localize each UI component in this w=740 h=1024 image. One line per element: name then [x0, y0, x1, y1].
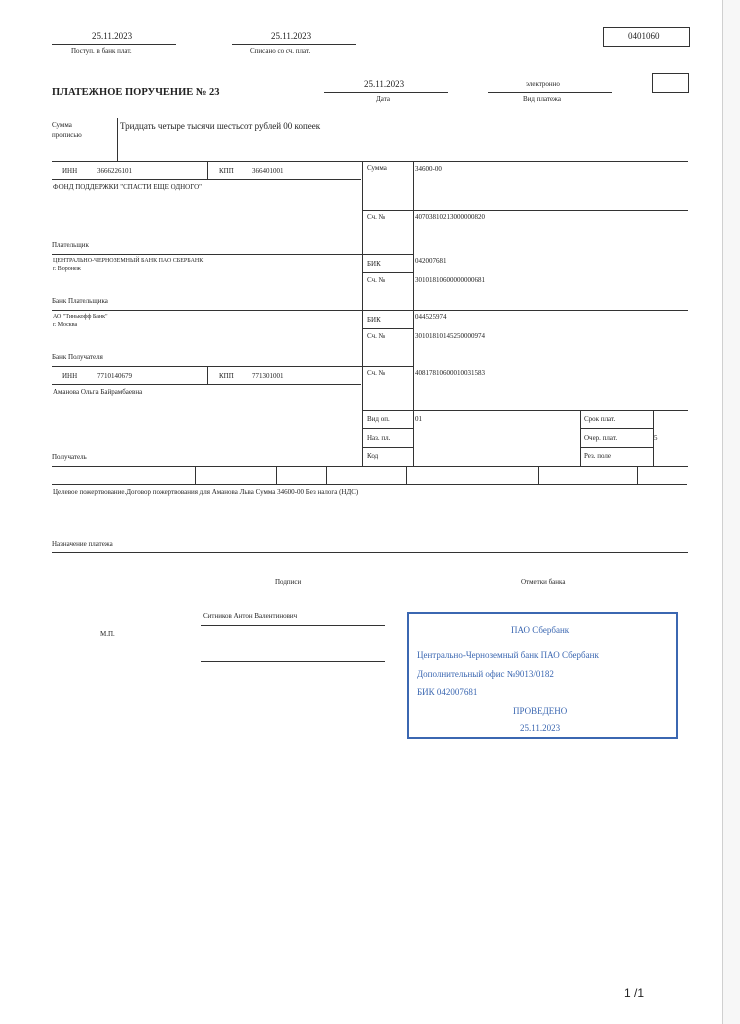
- signature-line-2: [201, 661, 385, 662]
- payer-account-label: Сч. №: [367, 213, 386, 221]
- codes-line-1: [362, 428, 413, 429]
- op-type: 01: [415, 415, 422, 423]
- signer-name: Ситников Антон Валентинович: [203, 612, 298, 620]
- received-date: 25.11.2023: [92, 31, 133, 41]
- recipient-bank-account-label: Сч. №: [367, 332, 386, 340]
- recipient-bank-city: г. Москва: [53, 322, 78, 328]
- recipient-inn-kpp-divider: [207, 366, 208, 384]
- debited-date-line: [232, 44, 356, 45]
- recipient-bik-bottom-line: [362, 328, 413, 329]
- stamp-office: Дополнительный офис №9013/0182: [417, 669, 554, 679]
- payer-kpp: 366401001: [252, 167, 284, 175]
- op-type-label: Вид оп.: [367, 415, 390, 423]
- recipient-kpp-label: КПП: [219, 372, 234, 380]
- purpose-bottom-line: [52, 552, 688, 553]
- payment-type: электронно: [526, 80, 560, 88]
- recipient-bank-label: Банк Получателя: [52, 353, 103, 361]
- page-indicator: 1 /1: [624, 986, 645, 1000]
- payer-inn-row-line: [52, 179, 361, 180]
- payer-bank-bik-label: БИК: [367, 260, 381, 268]
- received-date-line: [52, 44, 176, 45]
- stamp-bik: БИК 042007681: [417, 687, 478, 697]
- purpose-code-label: Наз. пл.: [367, 434, 391, 442]
- recipient-bank-account: 30101810145250000974: [415, 332, 485, 340]
- tax-field-div-5: [538, 466, 539, 484]
- reserve-label: Рез. поле: [584, 452, 612, 460]
- tax-field-div-2: [276, 466, 277, 484]
- amount-words-divider: [117, 118, 118, 162]
- queue-value: 5: [654, 434, 658, 442]
- recipient-inn-label: ИНН: [62, 372, 78, 380]
- recipient-bank-bik-label: БИК: [367, 316, 381, 324]
- empty-code-box: [652, 73, 689, 93]
- viewer-scroll-gutter[interactable]: [723, 0, 740, 1024]
- stamp-bank: ПАО Сбербанк: [511, 625, 570, 635]
- payer-inn-label: ИНН: [62, 167, 78, 175]
- document-title: ПЛАТЕЖНОЕ ПОРУЧЕНИЕ № 23: [52, 87, 220, 98]
- payer-sum: 34600-00: [415, 165, 442, 173]
- recipient-kpp: 771301001: [252, 372, 284, 380]
- payer-bank-account-label: Сч. №: [367, 276, 386, 284]
- recipient-inn-row-line: [52, 384, 361, 385]
- payer-bank-label: Банк Плательщика: [52, 297, 108, 305]
- payer-bank-account: 30101810600000000681: [415, 276, 485, 284]
- code-label: Код: [367, 452, 379, 460]
- sum-bottom-line: [413, 210, 688, 211]
- tax-fields-row: [52, 466, 687, 485]
- order-date-line: [324, 92, 448, 93]
- payer-label: Плательщик: [52, 241, 89, 249]
- order-date: 25.11.2023: [364, 79, 405, 89]
- form-code: 0401060: [628, 31, 660, 41]
- stamp-branch: Центрально-Черноземный банк ПАО Сбербанк: [417, 650, 599, 660]
- amount-words-text: Тридцать четыре тысячи шестьсот рублей 00 копеек: [120, 121, 321, 131]
- grid-col-1: [362, 161, 363, 466]
- sum-label-bottom-line: [362, 210, 413, 211]
- recipient-bank-name: АО "Тинькофф Банк": [53, 314, 108, 320]
- debited-date: 25.11.2023: [271, 31, 312, 41]
- amount-words-label-1: Сумма: [52, 121, 72, 129]
- recipient-bank-bottom-line: [52, 366, 413, 367]
- tax-field-div-3: [326, 466, 327, 484]
- grid-line-top: [52, 161, 688, 162]
- amount-words-label-2: прописью: [52, 131, 82, 139]
- term-label: Срок плат.: [584, 415, 616, 423]
- payer-sum-label: Сумма: [367, 164, 387, 172]
- stamp-date: 25.11.2023: [520, 723, 561, 733]
- recipient-bank-bik: 044525974: [415, 313, 447, 321]
- recipient-label: Получатель: [52, 453, 87, 461]
- payer-name: ФОНД ПОДДЕРЖКИ "СПАСТИ ЕЩЕ ОДНОГО": [53, 183, 203, 191]
- payer-bank-city: г. Воронеж: [53, 266, 81, 272]
- queue-label: Очер. плат.: [584, 434, 618, 442]
- received-label: Поступ. в банк плат.: [71, 47, 132, 55]
- purpose-label: Назначение платежа: [52, 540, 113, 548]
- payer-account: 40703810213000000820: [415, 213, 485, 221]
- recipient-inn: 7710140679: [97, 372, 132, 380]
- codes-top-line: [362, 410, 688, 411]
- tax-field-div-6: [637, 466, 638, 484]
- codes-line-1-right: [580, 428, 653, 429]
- payer-bottom-line: [52, 254, 413, 255]
- grid-col-2: [413, 161, 414, 466]
- recipient-account: 40817810600010031583: [415, 369, 485, 377]
- signatures-label: Подписи: [275, 578, 302, 586]
- payer-bank-bottom-line: [52, 310, 688, 311]
- codes-col-3: [580, 410, 581, 466]
- payer-kpp-label: КПП: [219, 167, 234, 175]
- payment-type-line: [488, 92, 612, 93]
- signature-line-1: [201, 625, 385, 626]
- stamp-status: ПРОВЕДЕНО: [513, 706, 568, 716]
- recipient-name: Аманова Ольга Байрамбаевна: [53, 388, 143, 396]
- payer-bank-name: ЦЕНТРАЛЬНО-ЧЕРНОЗЕМНЫЙ БАНК ПАО СБЕРБАНК: [53, 258, 204, 264]
- tax-field-div-1: [195, 466, 196, 484]
- payer-inn: 3666226101: [97, 167, 132, 175]
- debited-label: Списано со сч. плат.: [250, 47, 311, 55]
- purpose-text: Целевое пожертвование.Договор пожертвования для Аманова Льва Сумма 34600-00 Без налога (НДС): [53, 488, 359, 496]
- codes-line-2-right: [580, 447, 653, 448]
- payer-bank-bik: 042007681: [415, 257, 447, 265]
- tax-field-div-4: [406, 466, 407, 484]
- payer-inn-kpp-divider: [207, 161, 208, 179]
- payer-bik-bottom-line: [362, 272, 413, 273]
- order-date-label: Дата: [376, 95, 390, 103]
- recipient-account-label: Сч. №: [367, 369, 386, 377]
- mp-label: М.П.: [100, 630, 115, 638]
- payment-type-label: Вид платежа: [523, 95, 562, 103]
- codes-line-2: [362, 447, 413, 448]
- bank-marks-label: Отметки банка: [521, 578, 566, 586]
- bank-stamp: [407, 612, 678, 739]
